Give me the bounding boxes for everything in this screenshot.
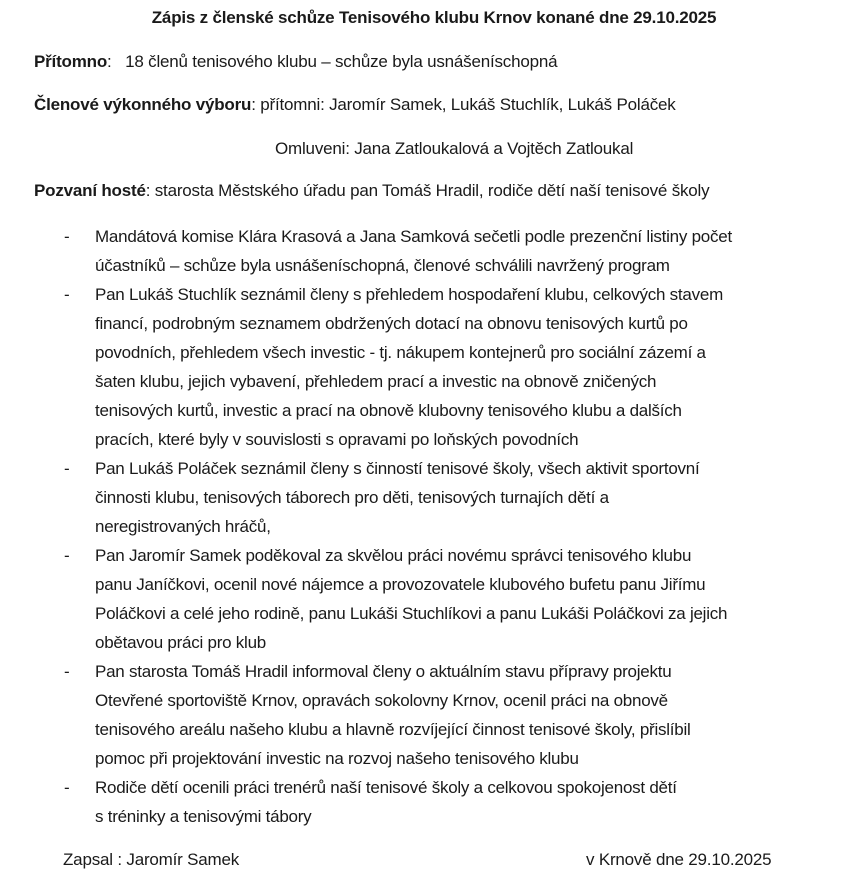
list-item-line: obětavou práci pro klub [95,633,266,652]
bullet-dash: - [64,285,70,304]
list-item-line: účastníků – schůze byla usnášeníschopná, členové schválili navržený program [95,256,670,275]
attendance-separator: : [107,52,112,71]
list-item [0,454,868,541]
committee-present: přítomni: Jaromír Samek, Lukáš Stuchlík, Lukáš Poláček [255,95,676,114]
agenda-list [0,222,868,831]
list-item [0,773,868,831]
attendance-value: 18 členů tenisového klubu – schůze byla usnášeníschopná [111,52,558,71]
committee-excused: Omluveni: Jana Zatloukalová a Vojtěch Zatloukal [275,139,634,158]
guests-separator: : [145,181,151,200]
list-item [0,541,868,657]
list-item-line: pracích, které byly v souvislosti s opravami po loňských povodních [95,430,579,449]
list-item-line: tenisových kurtů, investic a prací na obnově klubovny tenisového klubu a dalších [95,401,682,420]
list-item-line: Pan Lukáš Poláček seznámil členy s činností tenisové školy, všech aktivit sportovní [95,459,700,478]
guests-value: starosta Městského úřadu pan Tomáš Hradil, rodiče dětí naší tenisové školy [150,181,710,200]
committee-separator: : [251,95,256,114]
list-item-line: panu Janíčkovi, ocenil nové nájemce a provozovatele klubového bufetu panu Jiřímu [95,575,706,594]
list-item-line: Poláčkovi a celé jeho rodině, panu Lukáši Stuchlíkovi a panu Lukáši Poláčkovi za jejich [95,604,728,623]
bullet-dash: - [64,662,70,681]
list-item-line: povodních, přehledem všech investic - tj. nákupem kontejnerů pro sociální zázemí a [95,343,706,362]
guests-row [34,181,709,201]
list-item-line: pomoc při projektování investic na rozvoj našeho tenisového klubu [95,749,579,768]
list-item-line: financí, podrobným seznamem obdržených dotací na obnovu tenisových kurtů po [95,314,688,333]
attendance-row [34,52,557,72]
list-item-line: s tréninky a tenisovými tábory [95,807,312,826]
bullet-dash: - [64,778,70,797]
committee-row [34,95,676,115]
bullet-dash: - [64,227,70,246]
place-and-date: v Krnově dne 29.10.2025 [586,850,772,869]
list-item [0,657,868,773]
list-item-line: Otevřené sportoviště Krnov, opravách sokolovny Krnov, ocenil práci na obnově [95,691,668,710]
list-item-line: Pan Lukáš Stuchlík seznámil členy s přehledem hospodaření klubu, celkových stavem [95,285,723,304]
list-item-line: Pan Jaromír Samek poděkoval za skvělou práci novému správci tenisového klubu [95,546,692,565]
list-item-line: činnosti klubu, tenisových táborech pro děti, tenisových turnajích dětí a [95,488,609,507]
guests-label: Pozvaní hosté [34,181,146,200]
bullet-dash: - [64,546,70,565]
committee-label: Členové výkonného výboru [34,95,252,114]
bullet-dash: - [64,459,70,478]
list-item-line: šaten klubu, jejich vybavení, přehledem prací a investic na obnově zničených [95,372,657,391]
attendance-label: Přítomno [34,52,108,71]
list-item-line: neregistrovaných hráčů, [95,517,271,536]
list-item-line: Pan starosta Tomáš Hradil informoval členy o aktuálním stavu přípravy projektu [95,662,672,681]
document-title: Zápis z členské schůze Tenisového klubu Krnov konané dne 29.10.2025 [151,8,717,27]
recorded-by: Zapsal : Jaromír Samek [63,850,240,869]
list-item-line: Mandátová komise Klára Krasová a Jana Samková sečetli podle prezenční listiny počet [95,227,732,246]
list-item [0,222,868,280]
list-item-line: Rodiče dětí ocenili práci trenérů naší tenisové školy a celkovou spokojenost dětí [95,778,677,797]
list-item-line: tenisového areálu našeho klubu a hlavně rozvíjející činnost tenisové školy, přislíbil [95,720,691,739]
list-item [0,280,868,454]
